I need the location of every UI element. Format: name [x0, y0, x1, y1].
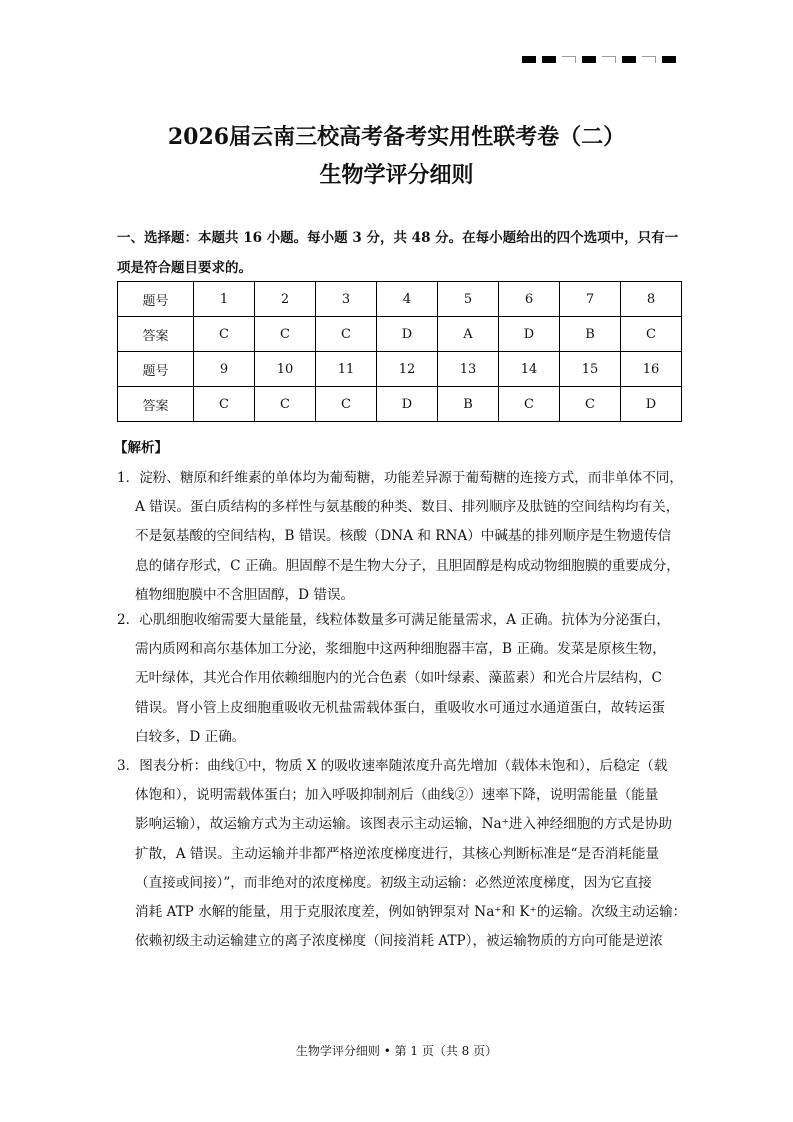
- table-cell: C: [499, 387, 560, 422]
- section-line: 一、选择题：本题共 16 小题。每小题 3 分，共 48 分。在每小题给出的四个选项中，只有一: [117, 230, 679, 246]
- analysis-item-3: [117, 752, 692, 956]
- text-line: 息的储存形式，C 正确。胆固醇不是生物大分子，且胆固醇是构成动物细胞膜的重要成分，: [135, 557, 680, 574]
- table-cell: C: [255, 387, 316, 422]
- table-cell: C: [316, 387, 377, 422]
- table-cell: B: [560, 317, 621, 352]
- table-cell: C: [316, 317, 377, 352]
- row-label: 答案: [118, 387, 194, 422]
- text-line: 错误。肾小管上皮细胞重吸收无机盐需载体蛋白，重吸收水可通过水通道蛋白，故转运蛋: [135, 699, 666, 716]
- table-cell: 8: [621, 282, 682, 317]
- text-line: 植物细胞膜中不含胆固醇，D 错误。: [135, 586, 355, 603]
- table-cell: C: [560, 387, 621, 422]
- table-cell: 15: [560, 352, 621, 387]
- analysis-item-2: [117, 606, 692, 752]
- table-row: [118, 282, 682, 317]
- table-cell: 7: [560, 282, 621, 317]
- text-line: 消耗 ATP 水解的能量，用于克服浓度差，例如钠钾泵对 Na⁺和 K⁺的运输。次级主动运输：: [135, 904, 687, 921]
- text-line: 1．淀粉、糖原和纤维素的单体均为葡萄糖，功能差异源于葡萄糖的连接方式，而非单体不同，: [117, 470, 683, 486]
- table-cell: 12: [377, 352, 438, 387]
- analysis-item-1: [117, 464, 692, 610]
- doc-title: 2026届云南三校高考备考实用性联考卷（二）: [167, 124, 626, 150]
- table-row: [118, 387, 682, 422]
- table-cell: 5: [438, 282, 499, 317]
- text-line: 2．心肌细胞收缩需要大量能量，线粒体数量多可满足能量需求，A 正确。抗体为分泌蛋白，: [117, 612, 670, 628]
- table-cell: 14: [499, 352, 560, 387]
- section-line: 项是符合题目要求的。: [117, 260, 252, 276]
- text-line: 影响运输），故运输方式为主动运输。该图表示主动运输，Na⁺进入神经细胞的方式是协助: [135, 816, 672, 833]
- text-line: 不是氨基酸的空间结构，B 错误。核酸（DNA 和 RNA）中碱基的排列顺序是生物遗传信: [135, 528, 672, 545]
- table-row: [118, 317, 682, 352]
- text-line: 3．图表分析：曲线①中，物质 X 的吸收速率随浓度升高先增加（载体未饱和），后稳定（载: [117, 758, 668, 774]
- analysis-header: 【解析】: [114, 440, 168, 456]
- section-heading: [117, 223, 687, 283]
- table-cell: C: [194, 317, 255, 352]
- table-cell: 10: [255, 352, 316, 387]
- table-cell: D: [377, 317, 438, 352]
- text-line: 扩散，A 错误。主动运输并非都严格逆浓度梯度进行，其核心判断标准是“是否消耗能量: [135, 845, 660, 862]
- row-label: 题号: [118, 352, 194, 387]
- table-cell: D: [621, 387, 682, 422]
- text-line: （直接或间接）”，而非绝对的浓度梯度。初级主动运输：必然逆浓度梯度，因为它直接: [135, 874, 652, 891]
- table-cell: C: [255, 317, 316, 352]
- table-cell: 16: [621, 352, 682, 387]
- table-cell: D: [377, 387, 438, 422]
- table-cell: 11: [316, 352, 377, 387]
- doc-subtitle: 生物学评分细则: [319, 162, 474, 188]
- text-line: 白较多，D 正确。: [135, 728, 246, 745]
- registration-marks: [522, 56, 676, 63]
- text-line: 依赖初级主动运输建立的离子浓度梯度（间接消耗 ATP），被运输物质的方向可能是逆浓: [135, 933, 663, 950]
- row-label: 题号: [118, 282, 194, 317]
- answer-table: [117, 281, 682, 422]
- page-footer: 生物学评分细则 • 第 1 页（共 8 页）: [295, 1044, 498, 1058]
- table-cell: 9: [194, 352, 255, 387]
- row-label: 答案: [118, 317, 194, 352]
- text-line: A 错误。蛋白质结构的多样性与氨基酸的种类、数目、排列顺序及肽链的空间结构均有关，: [135, 499, 680, 516]
- table-cell: 4: [377, 282, 438, 317]
- table-cell: A: [438, 317, 499, 352]
- table-cell: 6: [499, 282, 560, 317]
- table-cell: D: [499, 317, 560, 352]
- text-line: 体饱和），说明需载体蛋白；加入呼吸抑制剂后（曲线②）速率下降，说明需能量（能量: [135, 787, 659, 804]
- table-cell: 1: [194, 282, 255, 317]
- table-cell: C: [194, 387, 255, 422]
- text-line: 需内质网和高尔基体加工分泌，浆细胞中这两种细胞器丰富，B 正确。发菜是原核生物，: [135, 641, 666, 658]
- text-line: 无叶绿体，其光合作用依赖细胞内的光合色素（如叶绿素、藻蓝素）和光合片层结构，C: [135, 670, 662, 687]
- table-cell: 13: [438, 352, 499, 387]
- table-row: [118, 352, 682, 387]
- table-cell: 2: [255, 282, 316, 317]
- table-cell: B: [438, 387, 499, 422]
- table-cell: 3: [316, 282, 377, 317]
- table-cell: C: [621, 317, 682, 352]
